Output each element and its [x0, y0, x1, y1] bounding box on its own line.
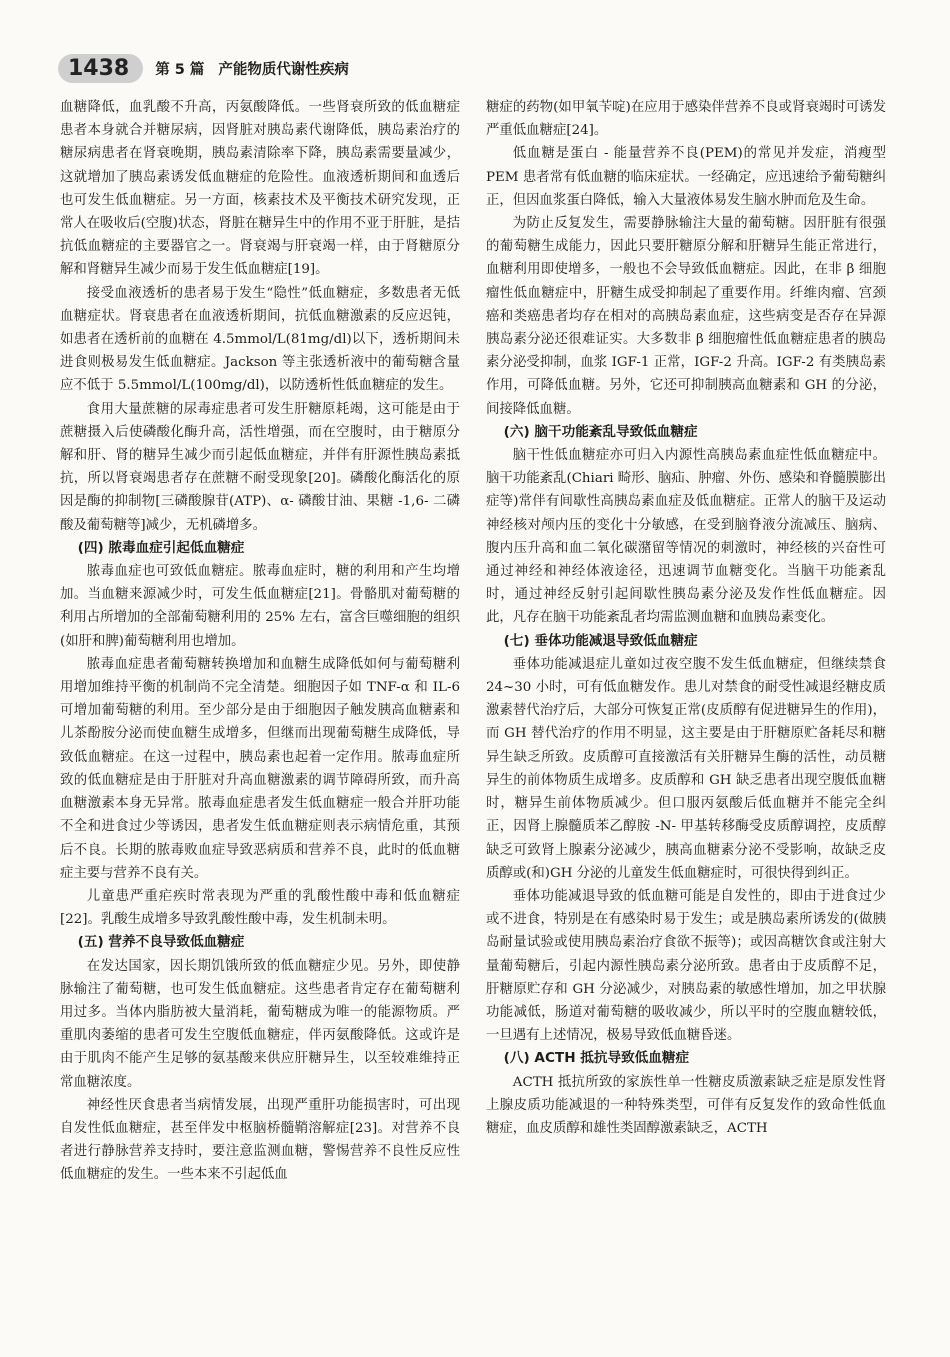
page-number: 1438 — [58, 54, 143, 83]
section-heading: (八) ACTH 抵抗导致低血糖症 — [503, 1050, 690, 1067]
paragraph: ACTH 抵抗所致的家族性单一性糖皮质激素缺乏症是原发性肾上腺皮质功能减退的一种特殊类型，可伴有反复发作的致命性低血糖症，血皮质醇和雄性类固醇激素缺乏，ACTH — [486, 1074, 886, 1136]
paragraph: 垂体功能减退症儿童如过夜空腹不发生低血糖症，但继续禁食 24~30 小时，可有低血糖发作。患儿对禁食的耐受性减退经糖皮质激素替代治疗后，大部分可恢复正常(皮质醇有促进糖异生的作用)，而 GH 替代治疗的作用不明显，这主要是由于肝糖原贮备耗尽和糖异生缺乏所致。皮质醇可直接激活有关肝糖异生酶的活性，动员糖异生的前体物质生成增多。皮质醇和 GH 缺乏患者出现空腹低血糖时，糖异生前体物质减少。但口服丙氨酸后低血糖并不能完全纠正，因肾上腺髓质苯乙醇胺 -N- 甲基转移酶受皮质醇调控，皮质醇缺乏可致肾上腺素分泌减少，胰高血糖素分泌不受影响，故缺乏皮质醇或(和)GH 分泌的儿童发生低血糖症时，可很快得到纠正。 — [486, 656, 886, 881]
paragraph: 脓毒血症患者葡萄糖转换增加和血糖生成降低如何与葡萄糖利用增加维持平衡的机制尚不完全清楚。细胞因子如 TNF-α 和 IL-6 可增加葡萄糖的利用。至少部分是由于细胞因子触发胰高血糖素和儿茶酚胺分泌而使血糖生成增多，但继而出现葡萄糖生成降低，导致低血糖症。在这一过程中，胰岛素也起着一定作用。脓毒血症所致的低血糖症是由于肝脏对升高血糖激素的调节障碍所致，而升高血糖激素本身无异常。脓毒血症患者发生低血糖症一般合并肝功能不全和进食过少等诱因，患者发生低血糖症则表示病情危重，其预后不良。长期的脓毒败血症导致恶病质和营养不良，此时的低血糖症主要与营养不良有关。 — [60, 656, 460, 881]
paragraph: 在发达国家，因长期饥饿所致的低血糖症少见。另外，即使静脉输注了葡萄糖，也可发生低血糖症。这些患者肯定存在葡萄糖利用过多。当体内脂肪被大量消耗，葡萄糖成为唯一的能源物质。严重肌肉萎缩的患者可发生空腹低血糖症，伴丙氨酸降低。这或许是由于肌肉不能产生足够的氨基酸来供应肝糖异生，以至较难维持正常血糖浓度。 — [60, 958, 460, 1090]
section-heading: (七) 垂体功能减退导致低血糖症 — [503, 632, 698, 649]
paragraph: 垂体功能减退导致的低血糖可能是自发性的，即由于进食过少或不进食，特别是在有感染时易于发生；或是胰岛素所诱发的(做胰岛耐量试验或使用胰岛素治疗食欲不振等)；或因高糖饮食或注射大量葡萄糖后，引起内源性胰岛素分泌所致。患者由于皮质醇不足，肝糖原贮存和 GH 分泌减少，对胰岛素的敏感性增加，加之甲状腺功能减低，肠道对葡萄糖的吸收减少，所以平时的空腹血糖较低，一旦遇有上述情况，极易导致低血糖昏迷。 — [486, 888, 886, 1044]
paragraph: 低血糖是蛋白 - 能量营养不良(PEM)的常见并发症，消瘦型 PEM 患者常有低血糖的临床症状。一经确定，应迅速给予葡萄糖纠正，但因血浆蛋白降低，输入大量液体易发生脑水肿而危及生命。 — [486, 146, 886, 208]
part-label: 第 5 篇 — [155, 61, 205, 78]
right-column — [486, 96, 886, 1140]
paragraph: 为防止反复发生，需要静脉输注大量的葡萄糖。因肝脏有很强的葡萄糖生成能力，因此只要肝糖原分解和肝糖异生能正常进行，血糖利用即使增多，一般也不会导致低血糖症。因此，在非 β 细胞瘤性低血糖症中，肝糖生成受抑制起了重要作用。纤维肉瘤、宫颈癌和类癌患者均存在相对的高胰岛素血症，这些病变是否存在异源胰岛素分泌还很难证实。大多数非 β 细胞瘤性低血糖症患者的胰岛素分泌受抑制，血浆 IGF-1 正常，IGF-2 升高。IGF-2 有类胰岛素作用，可降低血糖。另外，它还可抑制胰高血糖素和 GH 的分泌，间接降低血糖。 — [486, 216, 886, 417]
section-heading: (四) 脓毒血症引起低血糖症 — [77, 539, 245, 556]
paragraph: 糖症的药物(如甲氧苄啶)在应用于感染伴营养不良或肾衰竭时可诱发严重低血糖症[24]。 — [486, 100, 886, 139]
paragraph: 儿童患严重疟疾时常表现为严重的乳酸性酸中毒和低血糖症[22]。乳酸生成增多导致乳酸性酸中毒，发生机制未明。 — [60, 888, 460, 928]
left-column — [60, 96, 460, 1187]
section-heading: (六) 脑干功能紊乱导致低血糖症 — [503, 423, 698, 440]
paragraph: 血糖降低，血乳酸不升高，丙氨酸降低。一些肾衰所致的低血糖症患者本身就合并糖尿病，因肾脏对胰岛素代谢降低，胰岛素治疗的糖尿病患者在肾衰晚期，胰岛素清除率下降，胰岛素需要量减少，这就增加了胰岛素诱发低血糖症的危险性。血液透析期间和血透后也可发生低血糖症。另一方面，核素技术及平衡技术研究发现，正常人在吸收后(空腹)状态，肾脏在糖异生中的作用不亚于肝脏，是拮抗低血糖症的主要器官之一。肾衰竭与肝衰竭一样，由于肾糖原分解和肾糖异生减少而易于发生低血糖症[19]。 — [60, 100, 460, 278]
paragraph: 脓毒血症也可致低血糖症。脓毒血症时，糖的利用和产生均增加。当血糖来源减少时，可发生低血糖症[21]。骨骼肌对葡萄糖的利用占所增加的全部葡萄糖利用的 25% 左右，富含巨噬细胞的组织(如肝和脾)葡萄糖利用也增加。 — [60, 564, 460, 649]
paragraph: 接受血液透析的患者易于发生“隐性”低血糖症，多数患者无低血糖症状。肾衰患者在血液透析期间，抗低血糖激素的反应迟钝，如患者在透析前的血糖在 4.5mmol/L(81mg/dl)以下，透析期间未进食则极易发生低血糖症。Jackson 等主张透析液中的葡萄糖含量应不低于 5.5mmol/L(100mg/dl)，以防透析性低血糖症的发生。 — [60, 285, 460, 394]
section-heading: (五) 营养不良导致低血糖症 — [77, 934, 245, 951]
paragraph: 脑干性低血糖症亦可归入内源性高胰岛素血症性低血糖症中。脑干功能紊乱(Chiari 畸形、脑疝、肿瘤、外伤、感染和脊髓膜膨出症等)常伴有间歇性高胰岛素血症及低血糖症。正常人的脑干及运动神经核对颅内压的变化十分敏感，在受到脑脊液分流减压、脑病、腹内压升高和血二氧化碳潴留等情况的刺激时，神经核的兴奋性可通过神经和神经体液途径，迅速调节血糖变化。当脑干功能紊乱时，通过神经反射引起间歇性胰岛素分泌及发作性低血糖症。因此，凡存在脑干功能紊乱者均需监测血糖和血胰岛素变化。 — [486, 448, 886, 626]
paragraph: 神经性厌食患者当病情发展，出现严重肝功能损害时，可出现自发性低血糖症，甚至伴发中枢脑桥髓鞘溶解症[23]。对营养不良者进行静脉营养支持时，要注意监测血糖，警惕营养不良性反应性低血糖症的发生。一些本来不引起低血 — [60, 1097, 460, 1183]
page-header — [58, 48, 898, 88]
part-title: 产能物质代谢性疾病 — [218, 61, 349, 78]
paragraph: 食用大量蔗糖的尿毒症患者可发生肝糖原耗竭，这可能是由于蔗糖摄入后使磷酸化酶升高，活性增强，而在空腹时，由于糖原分解和肝、肾的糖异生减少而引起低血糖症，并伴有肝源性胰岛素抵抗，所以肾衰竭患者存在蔗糖不耐受现象[20]。磷酸化酶活化的原因是酶的抑制物[三磷酸腺苷(ATP)、α- 磷酸甘油、果糖 -1,6- 二磷酸及葡萄糖等]减少，无机磷增多。 — [60, 401, 460, 533]
